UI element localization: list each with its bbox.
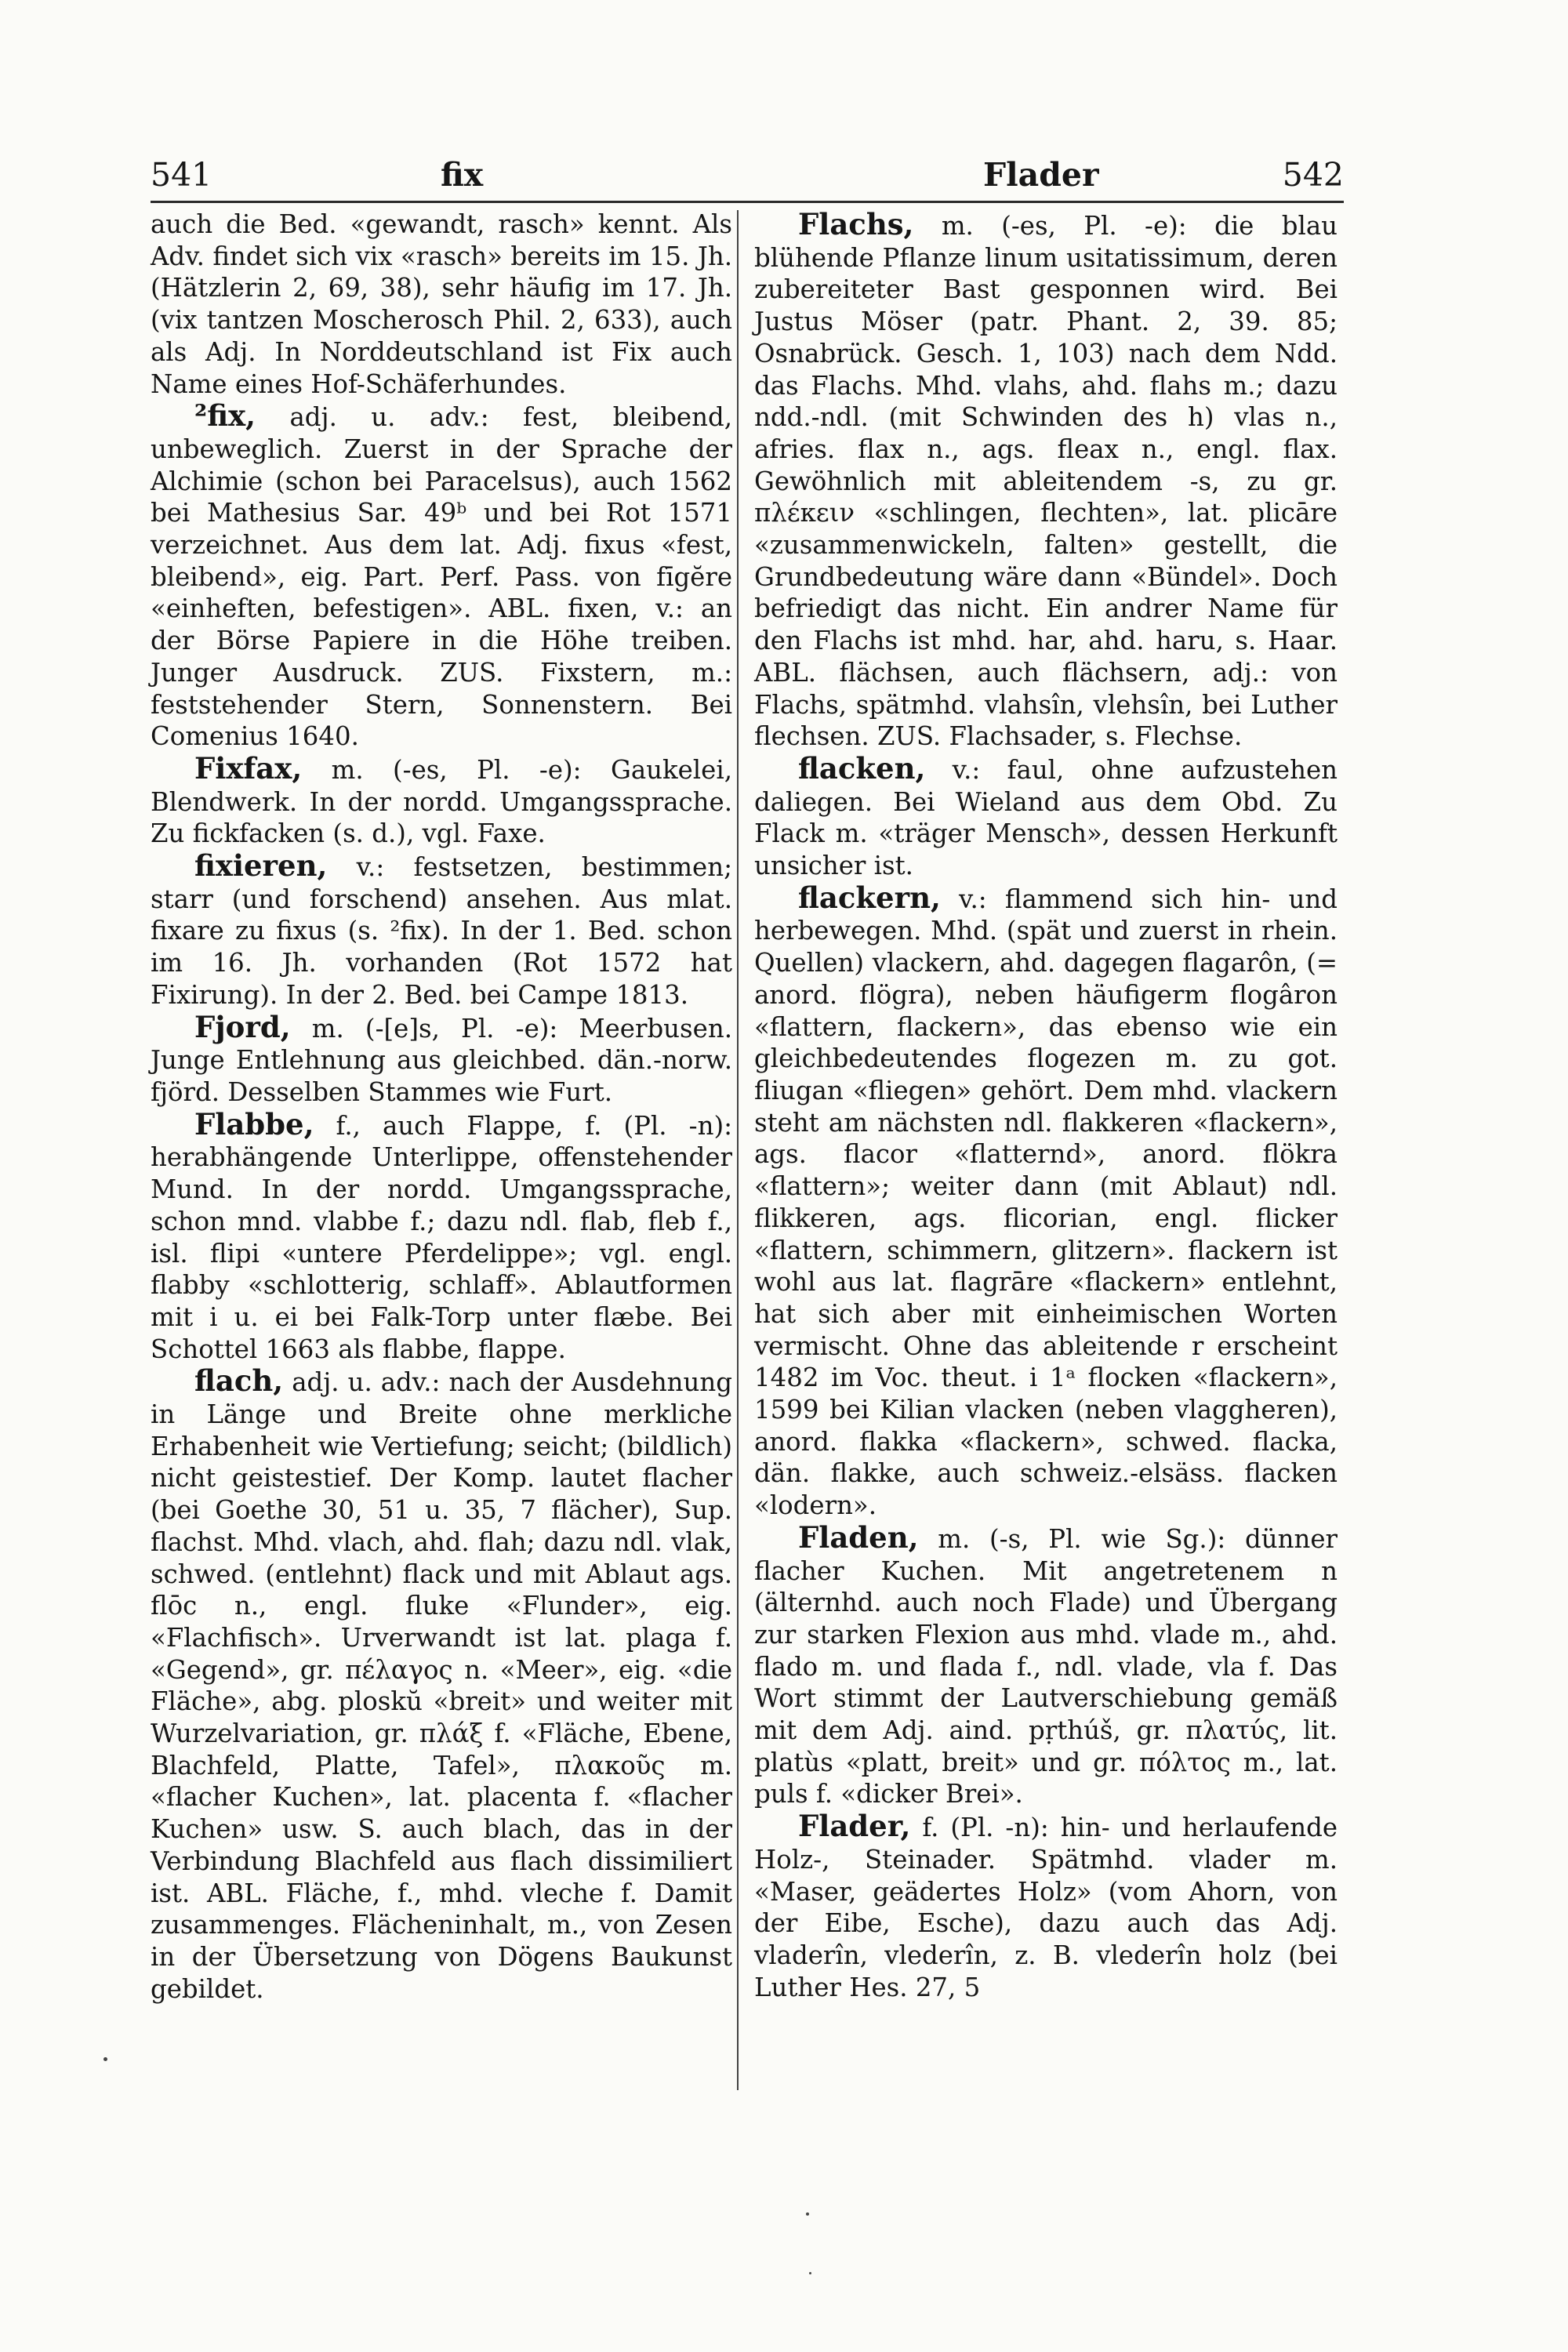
- entry-headword: Flabbe,: [194, 1106, 314, 1142]
- dictionary-entry: [754, 750, 1338, 882]
- running-head-left: fix: [441, 156, 484, 194]
- entry-text: m. (-es, Pl. -e): die blau blühende Pflanze linum usitatissimum, deren zubereiteter Bast gesponnen wird. Bei Justus Möser (patr. Phant. 2, 39. 85; Osnabrück. Gesch. 1, 103) nach dem Ndd. das Flachs. Mhd. vlahs, ahd. flahs m.; dazu ndd.-ndl. (mit Schwinden des h) vlas n., afries. flax n., ags. fleax n., engl. flax. Gewöhnlich mit ableitendem -s, zu gr. πλέκειν «schlingen, flechten», lat. plicāre «zusammenwickeln, falten» gestellt, die Grundbedeutung wäre dann «Bündel». Doch befriedigt das nicht. Ein andrer Name für den Flachs ist mhd. har, ahd. haru, s. Haar. ABL. flächsen, auch flächsern, adj.: von Flachs, spätmhd. vlahsîn, vlehsîn, bei Luther flechsen. ZUS. Flachsader, s. Flechse.: [754, 211, 1338, 752]
- entry-headword: ²fix,: [194, 398, 256, 434]
- header-rule: [151, 201, 1344, 203]
- entry-headword: Fladen,: [798, 1519, 919, 1555]
- dictionary-entry: [151, 750, 732, 850]
- dictionary-entry: [754, 882, 1338, 1522]
- dictionary-entry: [151, 209, 732, 400]
- column-divider: [737, 210, 739, 2090]
- entry-text: v.: faul, ohne aufzustehen daliegen. Bei Wieland aus dem Obd. Zu Flack m. «träger Mensch», dessen Herkunft unsicher ist.: [754, 754, 1338, 881]
- entry-text: v.: festsetzen, bestimmen; starr (und forschend) ansehen. Aus mlat. fixare zu fixus (s. ²fix). In der 1. Bed. schon im 16. Jh. vorhanden (Rot 1572 hat Fixirung). In der 2. Bed. bei Campe 1813.: [151, 852, 732, 1010]
- dictionary-entry: [151, 1106, 732, 1366]
- dictionary-entry: [151, 1365, 732, 2005]
- entry-text: adj. u. adv.: nach der Ausdehnung in Länge und Breite ohne merkliche Erhabenheit wie Vertiefung; seicht; (bildlich) nicht geistestief. Der Komp. lautet flacher (bei Goethe 30, 51 u. 35, 7 flächer), Sup. flachst. Mhd. vlach, ahd. flah; dazu ndl. vlak, schwed. (entlehnt) flack und mit Ablaut ags. flōc n., engl. fluke «Flunder», eig. «Flachfisch». Urverwandt ist lat. plaga f. «Gegend», gr. πέλαγος n. «Meer», eig. «die Fläche», abg. ploskŭ «breit» und weiter mit Wurzelvariation, gr. πλάξ f. «Fläche, Ebene, Blachfeld, Platte, Tafel», πλακοῦς m. «flacher Kuchen», lat. placenta f. «flacher Kuchen» usw. S. auch blach, das in der Verbindung Blachfeld aus flach dissimiliert ist. ABL. Fläche, f., mhd. vleche f. Damit zusammenges. Flächeninhalt, m., von Zesen in der Übersetzung von Dögens Baukunst gebildet.: [151, 1367, 732, 2004]
- right-column: [754, 209, 1338, 2003]
- dictionary-entry: [151, 850, 732, 1011]
- entry-text: v.: flammend sich hin- und herbewegen. Mhd. (spät und zuerst in rhein. Quellen) vlackern, ahd. dagegen flagarôn, (= anord. flögra), neben häufigerm flogâron «flattern, flackern», das ebenso wie ein gleichbedeutendes flogezen m. zu got. fliugan «fliegen» gehört. Dem mhd. vlackern steht am nächsten ndl. flakkeren «flackern», ags. flacor «flatternd», anord. flökra «flattern»; weiter dann (mit Ablaut) ndl. flikkeren, ags. flicorian, engl. flicker «flattern, schimmern, glitzern». flackern ist wohl aus lat. flagrāre «flackern» entlehnt, hat sich aber mit einheimischen Worten vermischt. Ohne das ableitende r erscheint 1482 im Voc. theut. i 1ᵃ flocken «flackern», 1599 bei Kilian vlacken (neben vlaggheren), anord. flakka «flackern», schwed. flacka, dän. flakke, auch schweiz.-elsäss. flacken «lodern».: [754, 884, 1338, 1521]
- entry-headword: Flachs,: [798, 207, 914, 241]
- page-number-right: 542: [1282, 156, 1344, 194]
- entry-headword: flacken,: [798, 750, 926, 786]
- page-number-left: 541: [151, 156, 212, 194]
- entry-headword: Fixfax,: [194, 750, 303, 786]
- entry-text: m. (-[e]s, Pl. -e): Meerbusen. Junge Entlehnung aus gleichbed. dän.-norw. fjörd. Desselben Stammes wie Furt.: [151, 1013, 732, 1107]
- entry-headword: Flader,: [798, 1809, 911, 1844]
- entry-text: adj. u. adv.: fest, bleibend, unbeweglich. Zuerst in der Sprache der Alchimie (schon bei Paracelsus), auch 1562 bei Mathesius Sar. 49ᵇ und bei Rot 1571 verzeichnet. Aus dem lat. Adj. fixus «fest, bleibend», eig. Part. Perf. Pass. von fīgĕre «einheften, befestigen». ABL. fixen, v.: an der Börse Papiere in die Höhe treiben. Junger Ausdruck. ZUS. Fixstern, m.: feststehender Stern, Sonnenstern. Bei Comenius 1640.: [151, 402, 732, 752]
- dictionary-entry: [754, 209, 1338, 753]
- entry-headword: Fjord,: [194, 1009, 291, 1044]
- entry-headword: fixieren,: [194, 848, 328, 884]
- ink-speck: [809, 2272, 811, 2274]
- entry-headword: flach,: [194, 1363, 284, 1399]
- entry-text: m. (-s, Pl. wie Sg.): dünner flacher Kuchen. Mit angetretenem n (älternhd. auch noch Flade) und Übergang zur starken Flexion aus mhd. vlade m., ahd. flado m. und flada f., ndl. vlade, vla f. Das Wort stimmt der Lautverschiebung gemäß mit dem Adj. aind. pṛthúš, gr. πλατύς, lit. platùs «platt, breit» und gr. πόλτος m., lat. puls f. «dicker Brei».: [754, 1523, 1338, 1809]
- entry-text: auch die Bed. «gewandt, rasch» kennt. Als Adv. findet sich vix «rasch» bereits im 15. Jh. (Hätzlerin 2, 69, 38), sehr häufig im 17. Jh. (vix tantzen Moscherosch Phil. 2, 633), auch als Adj. In Norddeutschland ist Fix auch Name eines Hof-Schäferhundes.: [151, 209, 732, 399]
- entry-text: m. (-es, Pl. -e): Gaukelei, Blendwerk. In der nordd. Umgangssprache. Zu fickfacken (s. d.), vgl. Faxe.: [151, 754, 732, 849]
- entry-text: f., auch Flappe, f. (Pl. -n): herabhängende Unterlippe, offenstehender Mund. In der nordd. Umgangssprache, schon mnd. vlabbe f.; dazu ndl. flab, fleb f., isl. flipi «untere Pferdelippe»; vgl. engl. flabby «schlotterig, schlaff». Ablautformen mit i u. ei bei Falk-Torp unter flæbe. Bei Schottel 1663 als flabbe, flappe.: [151, 1110, 732, 1364]
- entry-headword: flackern,: [798, 880, 941, 915]
- running-head-right: Flader: [983, 156, 1099, 194]
- dictionary-entry: [754, 1810, 1338, 2003]
- ink-speck: [806, 2212, 809, 2216]
- dictionary-entry: [151, 400, 732, 753]
- ink-speck: [103, 2057, 107, 2061]
- left-column: [151, 209, 732, 2005]
- dictionary-entry: [151, 1011, 732, 1109]
- page-header: [151, 151, 1344, 199]
- entry-text: f. (Pl. -n): hin- und herlaufende Holz-, Steinader. Spätmhd. vlader m. «Maser, geädertes Holz» (vom Ahorn, von der Eibe, Esche), dazu auch das Adj. vladerîn, vlederîn, z. B. vlederîn holz (bei Luther Hes. 27, 5: [754, 1813, 1338, 2002]
- dictionary-entry: [754, 1519, 1338, 1810]
